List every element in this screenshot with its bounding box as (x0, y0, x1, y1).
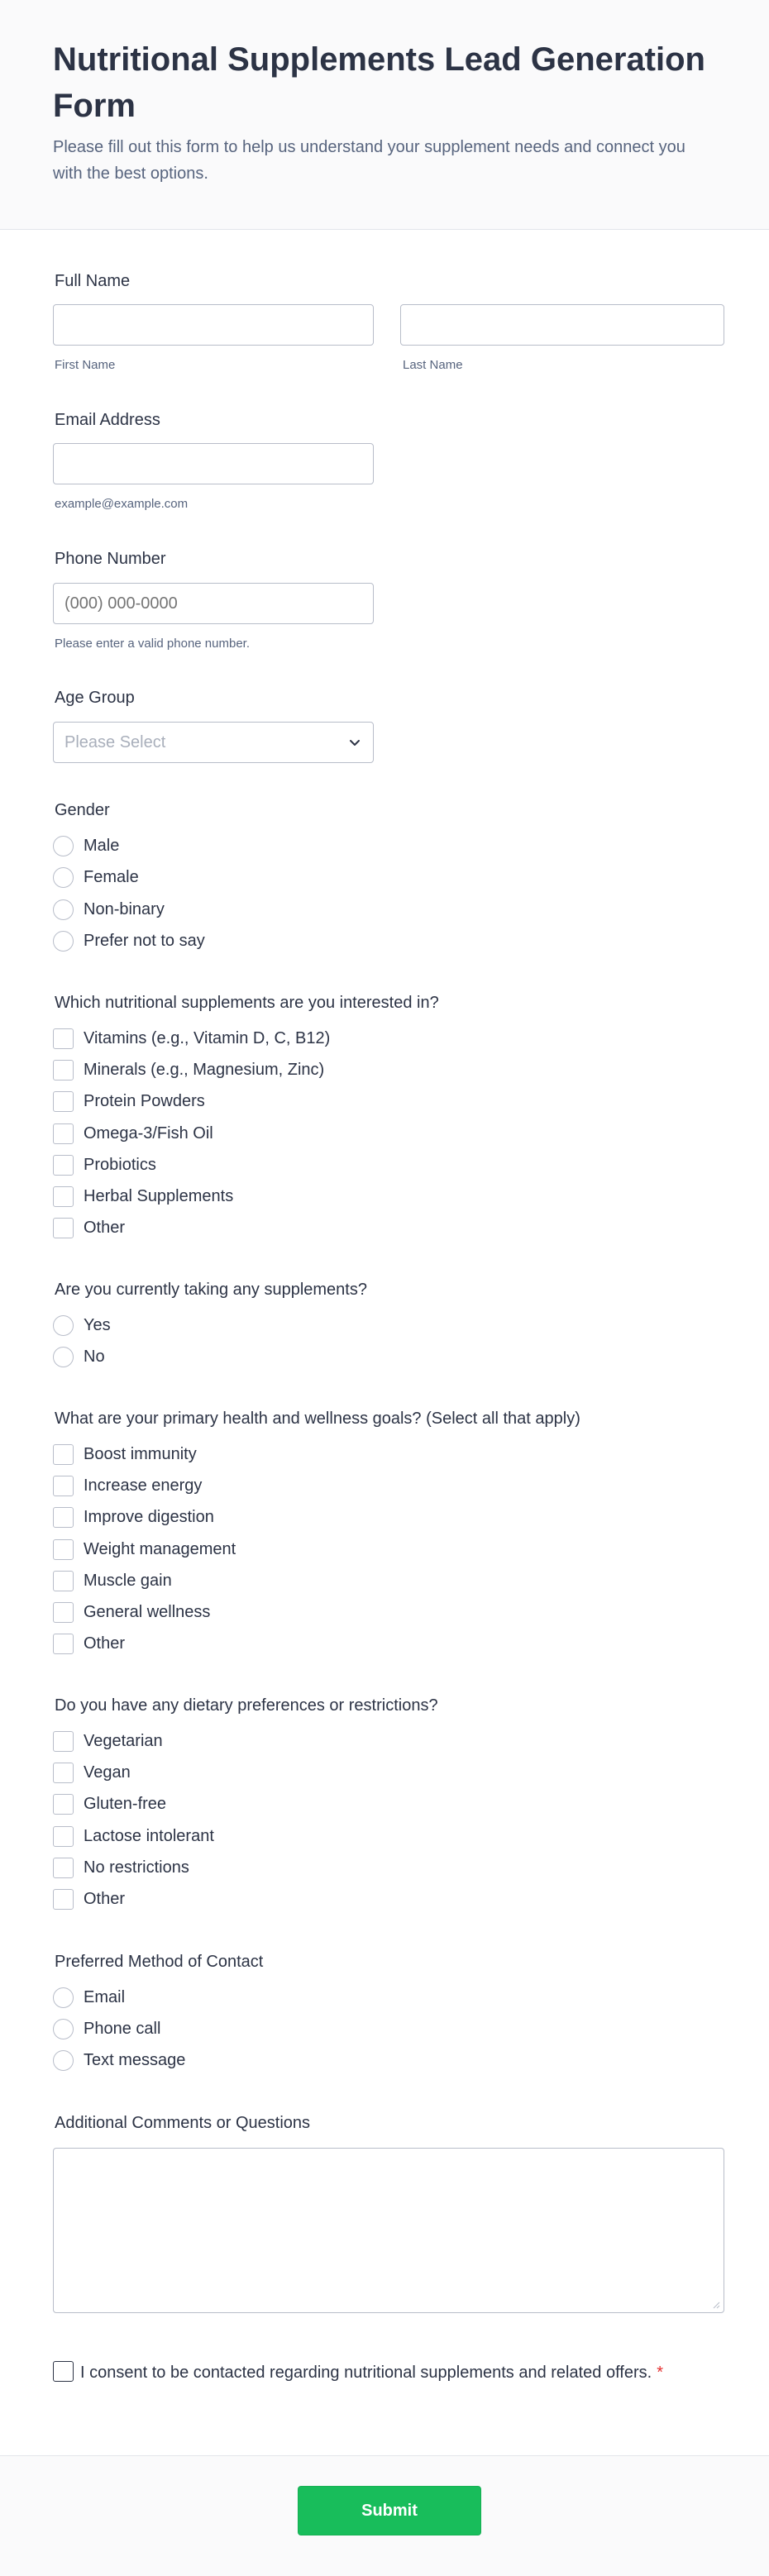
checkbox[interactable] (53, 1507, 74, 1528)
checkbox[interactable] (53, 1858, 74, 1878)
checkbox[interactable] (53, 1476, 74, 1496)
option-label: Vegan (84, 1763, 131, 1782)
dietary-option[interactable] (53, 1856, 189, 1879)
radio-button[interactable] (53, 867, 74, 888)
radio-button[interactable] (53, 1347, 74, 1367)
option-label: Increase energy (84, 1476, 203, 1495)
option-label: Male (84, 837, 120, 855)
first-name-sublabel: First Name (55, 358, 116, 372)
checkbox[interactable] (53, 1123, 74, 1144)
option-label: Omega-3/Fish Oil (84, 1124, 213, 1143)
health-goal-option[interactable] (53, 1474, 202, 1497)
option-label: Text message (84, 2051, 186, 2069)
checkbox[interactable] (53, 1155, 74, 1176)
option-label: No (84, 1348, 105, 1366)
supplement-option[interactable] (53, 1090, 205, 1113)
dietary-option[interactable] (53, 1825, 214, 1848)
health-goals-label: What are your primary health and wellness goals? (Select all that apply) (55, 1410, 580, 1428)
health-goal-option[interactable] (53, 1443, 197, 1466)
option-label: Probiotics (84, 1156, 156, 1174)
checkbox[interactable] (53, 1889, 74, 1910)
gender-option-male[interactable] (53, 834, 119, 857)
supplement-option[interactable] (53, 1216, 125, 1239)
option-label: Minerals (e.g., Magnesium, Zinc) (84, 1061, 325, 1079)
dietary-label: Do you have any dietary preferences or restrictions? (55, 1696, 438, 1715)
gender-option-prefer-not-to-say[interactable] (53, 929, 205, 952)
checkbox[interactable] (53, 1794, 74, 1815)
first-name-input[interactable] (53, 304, 374, 346)
checkbox[interactable] (53, 1634, 74, 1654)
option-label: Vegetarian (84, 1732, 163, 1750)
option-label: Other (84, 1634, 126, 1653)
phone-sublabel: Please enter a valid phone number. (55, 637, 250, 651)
comments-label: Additional Comments or Questions (55, 2114, 311, 2132)
form-description: Please fill out this form to help us understand your supplement needs and connect you with the best options. (53, 138, 685, 183)
checkbox[interactable] (53, 1602, 74, 1623)
checkbox[interactable] (53, 1186, 74, 1207)
radio-button[interactable] (53, 836, 74, 856)
checkbox[interactable] (53, 1731, 74, 1752)
supplement-option[interactable] (53, 1027, 330, 1050)
option-label: Muscle gain (84, 1572, 172, 1590)
option-label: Gluten-free (84, 1795, 167, 1813)
health-goal-option[interactable] (53, 1632, 125, 1655)
last-name-input[interactable] (400, 304, 724, 346)
supplement-option[interactable] (53, 1153, 156, 1176)
radio-button[interactable] (53, 2019, 74, 2039)
health-goal-option[interactable] (53, 1569, 172, 1592)
currently-taking-option-no[interactable] (53, 1345, 105, 1368)
dietary-option[interactable] (53, 1887, 125, 1911)
health-goal-option[interactable] (53, 1538, 236, 1561)
option-label: Prefer not to say (84, 932, 205, 950)
checkbox[interactable] (53, 1218, 74, 1238)
last-name-sublabel: Last Name (403, 358, 463, 372)
currently-taking-option-yes[interactable] (53, 1314, 111, 1337)
supplements-interest-label: Which nutritional supplements are you interested in? (55, 994, 439, 1012)
option-label: Yes (84, 1316, 111, 1334)
submit-button[interactable]: Submit (298, 2486, 481, 2535)
supplement-option[interactable] (53, 1058, 324, 1081)
age-group-selected-value: Please Select (64, 733, 166, 751)
contact-option-email[interactable] (53, 1986, 125, 2009)
dietary-option[interactable] (53, 1761, 131, 1784)
option-label: Female (84, 868, 139, 886)
gender-option-non-binary[interactable] (53, 898, 165, 921)
checkbox[interactable] (53, 1826, 74, 1847)
option-label: Vitamins (e.g., Vitamin D, C, B12) (84, 1029, 331, 1047)
checkbox[interactable] (53, 1763, 74, 1783)
currently-taking-label: Are you currently taking any supplements? (55, 1281, 367, 1299)
contact-option-phone-call[interactable] (53, 2017, 160, 2040)
contact-option-text-message[interactable] (53, 2049, 185, 2072)
phone-input[interactable] (53, 583, 374, 624)
radio-button[interactable] (53, 1315, 74, 1336)
age-group-label: Age Group (55, 689, 135, 707)
radio-button[interactable] (53, 899, 74, 920)
option-label: Non-binary (84, 900, 165, 918)
supplement-option[interactable] (53, 1185, 233, 1208)
health-goal-option[interactable] (53, 1505, 214, 1529)
email-input[interactable] (53, 443, 374, 484)
comments-textarea[interactable] (53, 2148, 724, 2313)
checkbox[interactable] (53, 1028, 74, 1049)
option-label: Other (84, 1890, 126, 1908)
chevron-down-icon (348, 736, 361, 749)
email-sublabel: example@example.com (55, 497, 189, 511)
checkbox[interactable] (53, 1444, 74, 1465)
option-label: Improve digestion (84, 1508, 214, 1526)
age-group-select[interactable] (53, 722, 374, 763)
health-goal-option[interactable] (53, 1600, 210, 1624)
resize-grip-icon[interactable] (712, 2301, 720, 2309)
checkbox[interactable] (53, 1571, 74, 1591)
option-label: Boost immunity (84, 1445, 197, 1463)
dietary-option[interactable] (53, 1792, 166, 1815)
option-label: No restrictions (84, 1858, 189, 1877)
consent-checkbox[interactable] (53, 2361, 74, 2382)
option-label: Weight management (84, 1540, 236, 1558)
consent-row[interactable] (53, 2361, 681, 2384)
radio-button[interactable] (53, 931, 74, 952)
option-label: Other (84, 1219, 126, 1237)
gender-option-female[interactable] (53, 866, 139, 889)
option-label: Lactose intolerant (84, 1827, 214, 1845)
email-label: Email Address (55, 411, 160, 429)
required-asterisk: * (657, 2364, 663, 2382)
checkbox[interactable] (53, 1060, 74, 1080)
option-label: Protein Powders (84, 1092, 205, 1110)
supplement-option[interactable] (53, 1122, 213, 1145)
full-name-label: Full Name (55, 272, 131, 290)
checkbox[interactable] (53, 1091, 74, 1112)
form-title: Nutritional Supplements Lead Generation Form (53, 41, 705, 124)
option-label: General wellness (84, 1603, 211, 1621)
radio-button[interactable] (53, 2050, 74, 2071)
phone-label: Phone Number (55, 550, 166, 568)
gender-label: Gender (55, 801, 110, 819)
option-label: Phone call (84, 2020, 161, 2038)
consent-text: I consent to be contacted regarding nutritional supplements and related offers. (80, 2364, 652, 2382)
option-label: Herbal Supplements (84, 1187, 234, 1205)
checkbox[interactable] (53, 1539, 74, 1560)
contact-method-label: Preferred Method of Contact (55, 1953, 264, 1971)
option-label: Email (84, 1988, 126, 2006)
dietary-option[interactable] (53, 1729, 163, 1753)
radio-button[interactable] (53, 1987, 74, 2008)
